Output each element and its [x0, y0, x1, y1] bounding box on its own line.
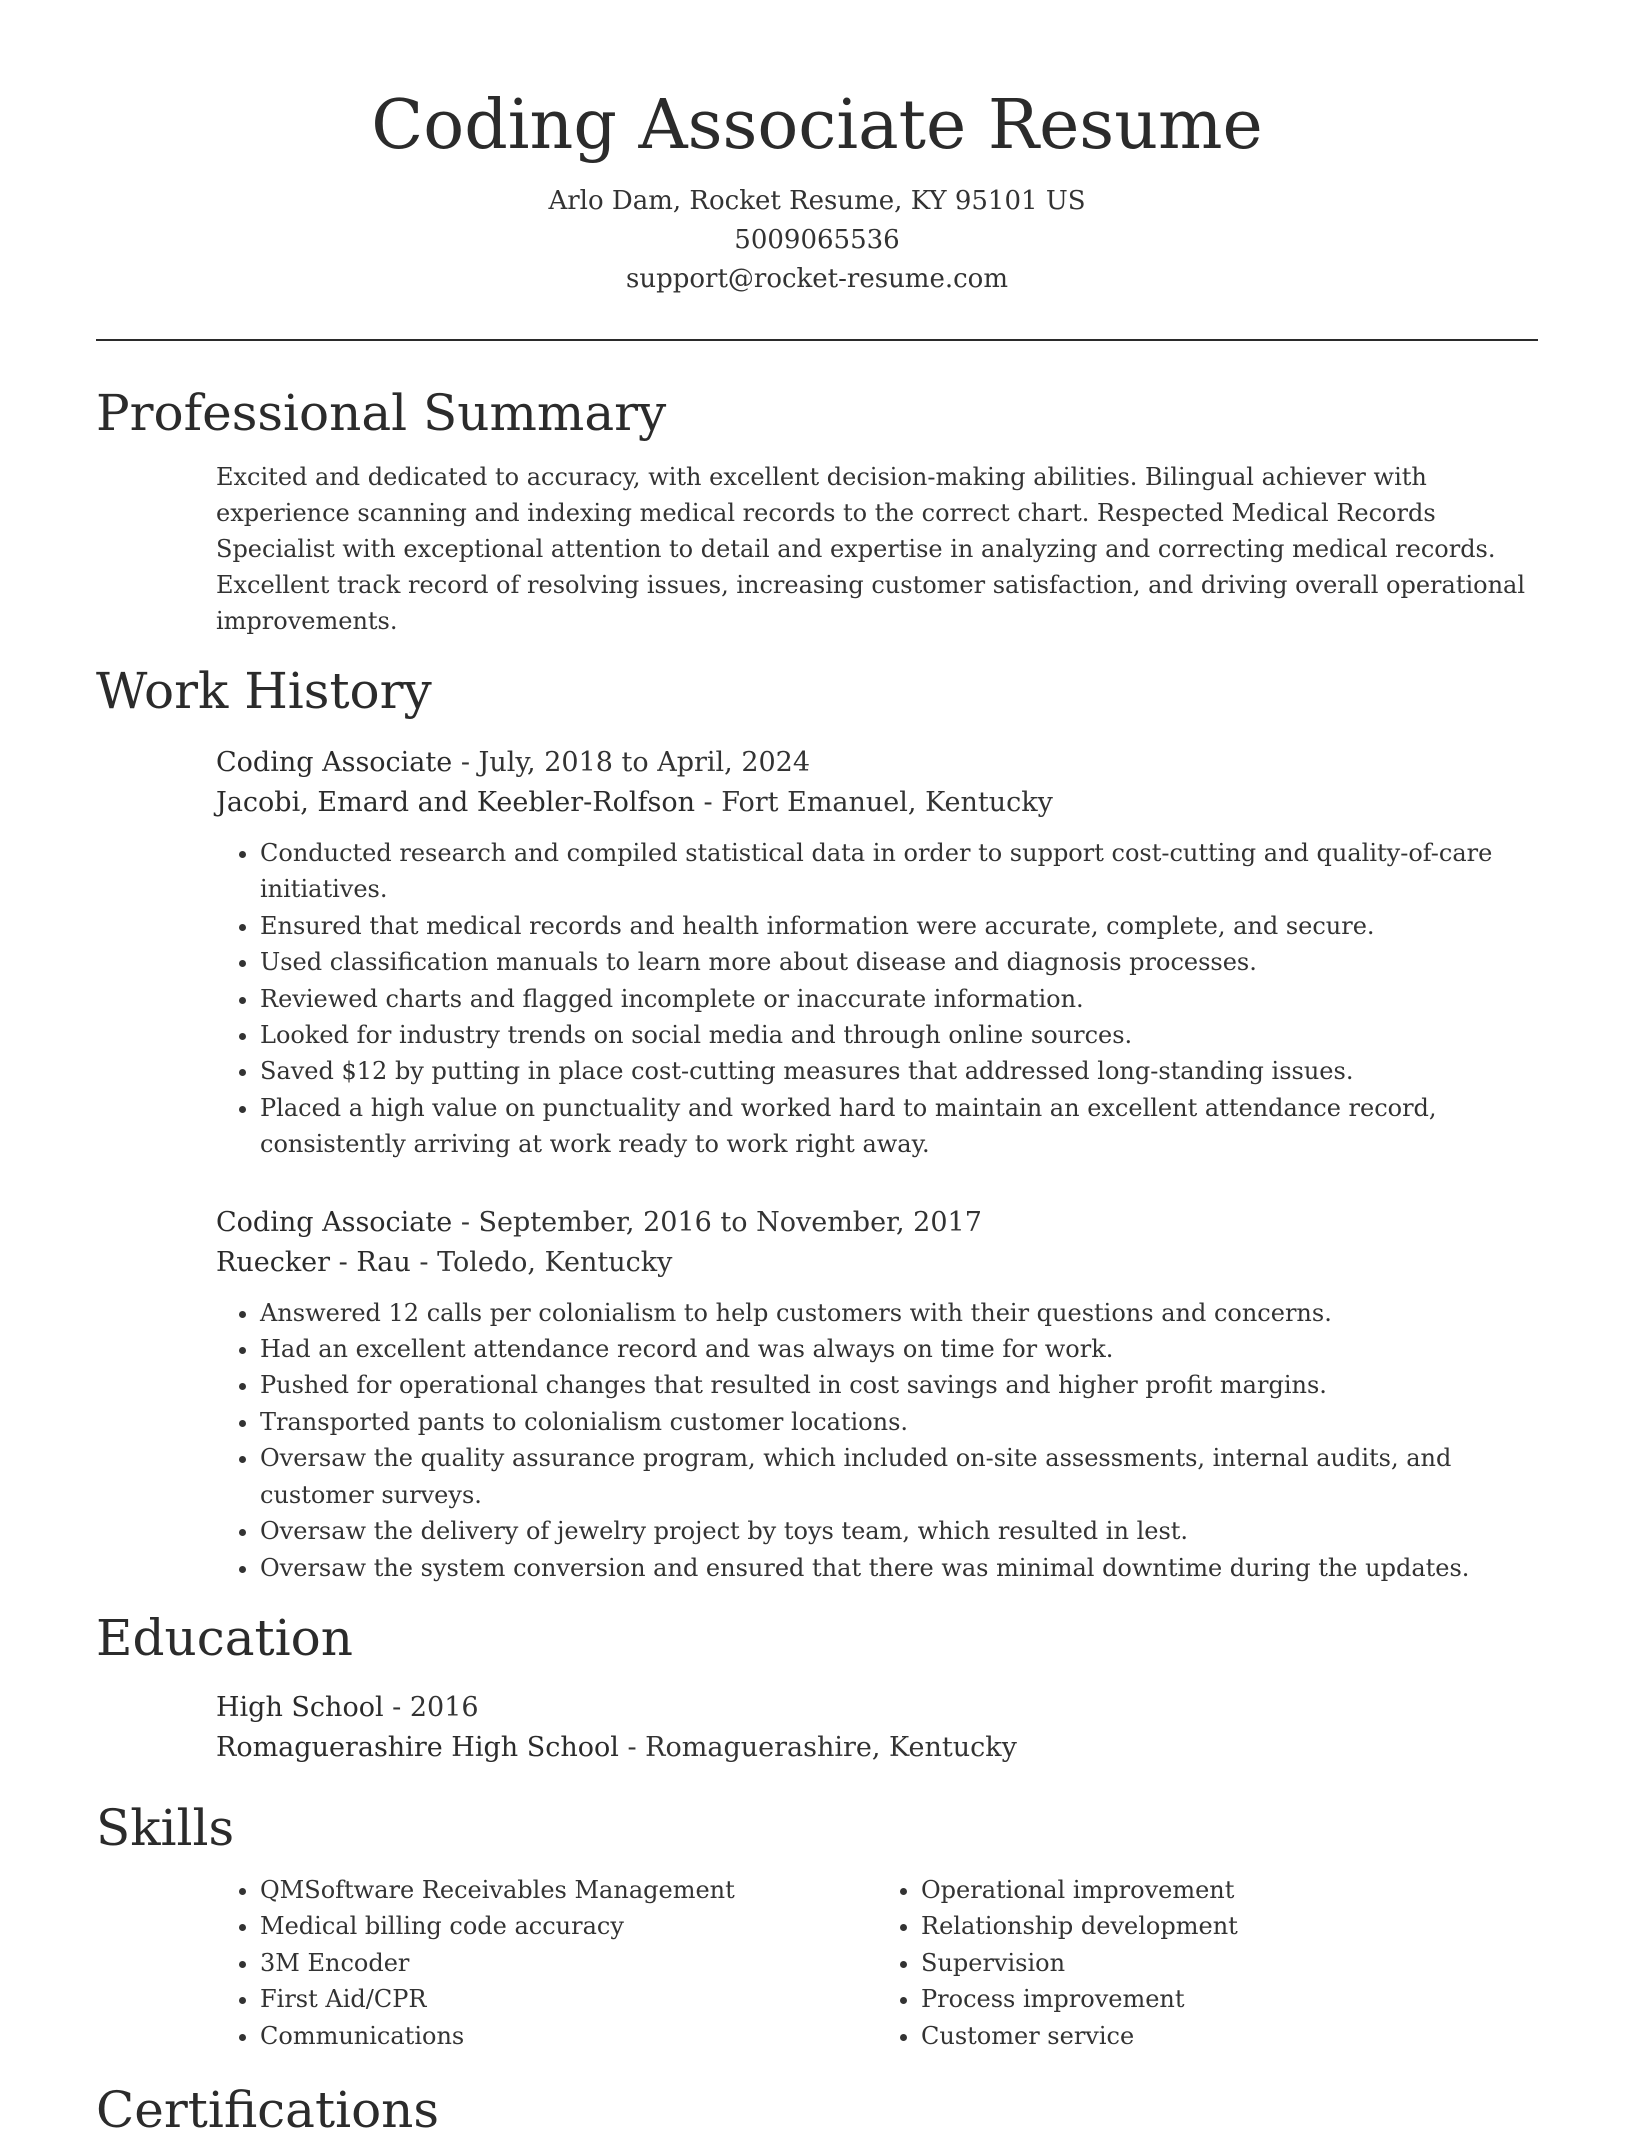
section-heading-skills: Skills [96, 1798, 235, 1857]
education-school-line [216, 1728, 1538, 1768]
list-item: • Oversaw the delivery of jewelry project by toys team, which resulted in lest. [260, 1513, 1538, 1549]
header-divider [96, 339, 1538, 341]
job-title-line [216, 1203, 1538, 1243]
skills-section [96, 1796, 1538, 2054]
list-item: • Reviewed charts and flagged incomplete or inaccurate information. [260, 981, 1538, 1017]
job-bullets [216, 835, 1538, 1163]
contact-email: support@rocket-resume.com [625, 264, 1008, 294]
list-item: • QMSoftware Receivables Management [260, 1872, 877, 1908]
job-title: Coding Associate [216, 1206, 453, 1238]
list-item: • Supervision [921, 1945, 1538, 1981]
list-item: • Relationship development [921, 1908, 1538, 1944]
education-section [96, 1606, 1538, 1768]
list-item: • Had an excellent attendance record and was always on time for work. [260, 1331, 1538, 1367]
contact-phone: 5009065536 [734, 225, 900, 255]
list-item: • Ensured that medical records and health information were accurate, complete, and secure. [260, 908, 1538, 944]
contact-block [96, 182, 1538, 299]
job-entry [216, 1203, 1538, 1586]
skills-grid [216, 1872, 1538, 2054]
education-year: - 2016 [383, 1691, 479, 1723]
education-location: - Romaguerashire, Kentucky [618, 1731, 1017, 1763]
list-item: • Answered 12 calls per colonialism to help customers with their questions and concerns. [260, 1295, 1538, 1331]
list-item: • Used classification manuals to learn more about disease and diagnosis processes. [260, 944, 1538, 980]
job-company-line [216, 1243, 1538, 1283]
section-heading-certifications: Certifications [96, 2080, 440, 2139]
job-dates: - July, 2018 to April, 2024 [452, 747, 811, 778]
list-item: • Saved $12 by putting in place cost-cutting measures that addressed long-standing issues. [260, 1053, 1538, 1089]
job-title: Coding Associate [216, 747, 453, 778]
education-degree: High School [216, 1691, 384, 1723]
job-location: - Fort Emanuel, Kentucky [694, 787, 1053, 818]
job-dates: - September, 2016 to November, 2017 [452, 1206, 982, 1238]
job-company: Ruecker - Rau [216, 1246, 411, 1278]
contact-address: Arlo Dam, Rocket Resume, KY 95101 US [548, 186, 1086, 216]
job-company-line [216, 783, 1538, 823]
list-item: • Placed a high value on punctuality and worked hard to maintain an excellent attendance record, consistently arriving at work ready to work right away. [260, 1090, 1538, 1163]
resume-header [96, 0, 1538, 299]
summary-text: Excited and dedicated to accuracy, with excellent decision-making abilities. Bilingual achiever with experience scanning and indexing medical records to the correct chart. Respected Medical Records Specialist with exceptional attention to detail and expertise in analyzing and correcting medical records. Excellent track record of resolving issues, increasing customer satisfaction, and driving overall operational improvements. [216, 463, 1526, 635]
skills-column-left [216, 1872, 877, 2054]
list-item: • Communications [260, 2018, 877, 2054]
document-title: Coding Associate Resume [371, 86, 1263, 165]
certifications-section [96, 2078, 1538, 2142]
job-company: Jacobi, Emard and Keebler-Rolfson [216, 787, 695, 818]
education-degree-line [216, 1688, 1538, 1728]
section-heading-education: Education [96, 1608, 353, 1667]
list-item: • Oversaw the quality assurance program, which included on-site assessments, internal audits, and customer surveys. [260, 1440, 1538, 1513]
list-item: • Looked for industry trends on social media and through online sources. [260, 1017, 1538, 1053]
job-title-line [216, 743, 1538, 783]
skills-column-right [877, 1872, 1538, 2054]
list-item: • Conducted research and compiled statistical data in order to support cost-cutting and quality-of-care initiatives. [260, 835, 1538, 908]
list-item: • Transported pants to colonialism customer locations. [260, 1404, 1538, 1440]
education-school: Romaguerashire High School [216, 1731, 619, 1763]
list-item: • Medical billing code accuracy [260, 1908, 877, 1944]
list-item: • Oversaw the system conversion and ensured that there was minimal downtime during the updates. [260, 1550, 1538, 1586]
list-item: • Customer service [921, 2018, 1538, 2054]
professional-summary-section [96, 381, 1538, 639]
list-item: • 3M Encoder [260, 1945, 877, 1981]
section-heading-work: Work History [96, 662, 432, 720]
job-entry [216, 743, 1538, 1163]
job-location: - Toledo, Kentucky [410, 1246, 673, 1278]
list-item: • Pushed for operational changes that resulted in cost savings and higher profit margins. [260, 1367, 1538, 1403]
list-item: • First Aid/CPR [260, 1981, 877, 2017]
list-item: • Process improvement [921, 1981, 1538, 2017]
section-heading-summary: Professional Summary [96, 384, 667, 442]
work-history-section [96, 659, 1538, 1586]
list-item: • Operational improvement [921, 1872, 1538, 1908]
job-bullets [216, 1295, 1538, 1586]
resume-page [96, 0, 1538, 2142]
